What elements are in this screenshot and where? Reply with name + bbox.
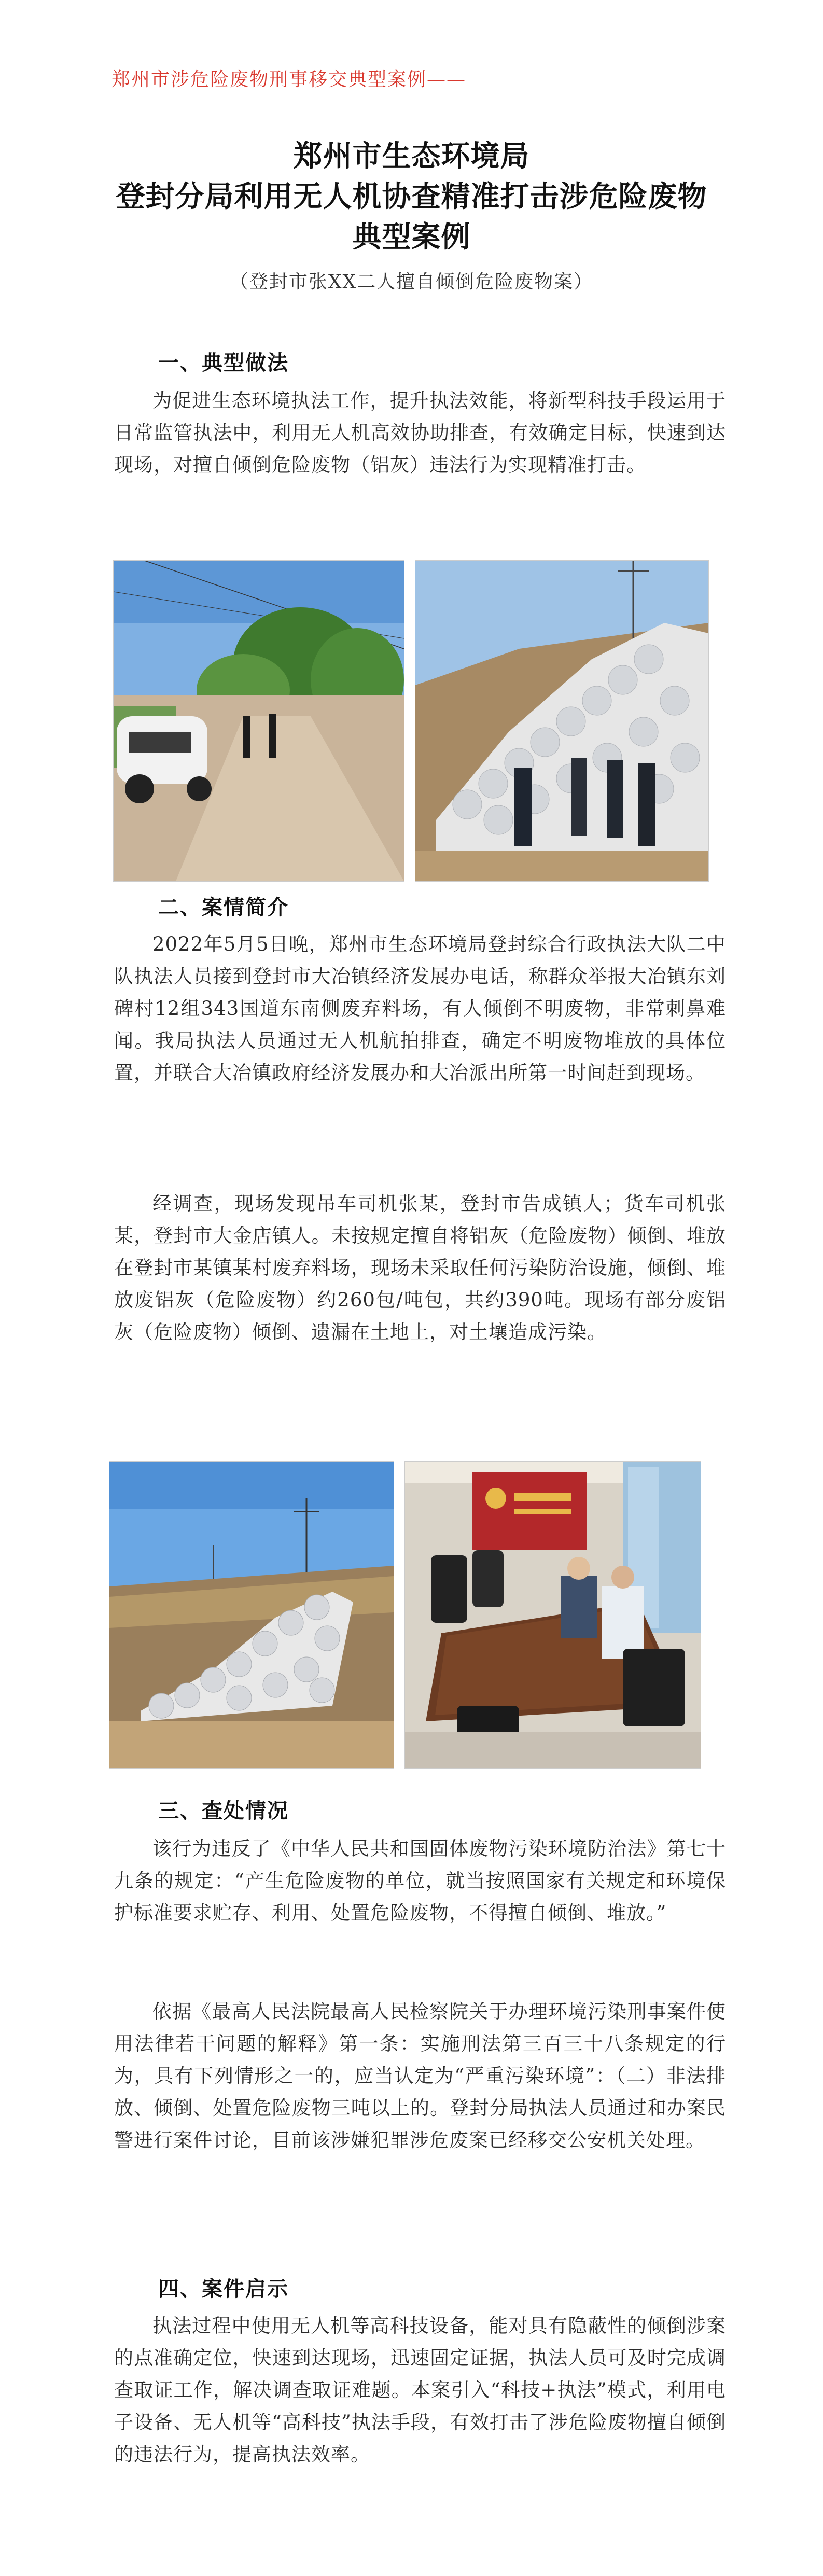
document-subtitle: （登封市张XX二人擅自倾倒危险废物案） xyxy=(229,271,594,293)
photo-patrol-car-road xyxy=(113,560,404,882)
section-heading-practice: 一、典型做法 xyxy=(158,351,289,375)
header-tag: 郑州市涉危险废物刑事移交典型案例—— xyxy=(111,69,467,90)
section-heading-handling: 三、查处情况 xyxy=(158,1799,289,1823)
section-paragraph: 依据《最高人民法院最高人民检察院关于办理环境污染刑事案件使用法律若干问题的解释》第一条：实施刑法第三百三十八条规定的行为，具有下列情形之一的，应当认定为“严重污染环境”：（二）非法排放、倾倒、处置危险废物三吨以上的。登封分局执法人员通过和办案民警进行案件讨论，目前该涉嫌犯罪涉危废案已经移交公安机关处理。 xyxy=(114,2000,726,2151)
title-line-2: 登封分局利用无人机协查精准打击涉危险废物 xyxy=(116,179,707,214)
section-heading-case-summary: 二、案情简介 xyxy=(158,895,289,920)
section-paragraph: 该行为违反了《中华人民共和国固体废物污染环境防治法》第七十九条的规定：“产生危险废物的单位，就当按照国家有关规定和环境保护标准要求贮存、利用、处置危险废物，不得擅自倾倒、堆放。” xyxy=(114,1837,726,1924)
photo-waste-bags-site xyxy=(415,560,709,882)
title-line-3: 典型案例 xyxy=(352,220,471,254)
section-paragraph: 为促进生态环境执法工作，提升执法效能，将新型科技手段运用于日常监管执法中，利用无人机高效协助排查，有效确定目标，快速到达现场，对擅自倾倒危险废物（铝灰）违法行为实现精准打击。 xyxy=(114,389,726,476)
section-paragraph: 执法过程中使用无人机等高科技设备，能对具有隐蔽性的倾倒涉案的点准确定位，快速到达现场，迅速固定证据，执法人员可及时完成调查取证工作，解决调查取证难题。本案引入“科技+执法”模式，利用电子设备、无人机等“高科技”执法手段，有效打击了涉危险废物擅自倾倒的违法行为，提高执法效率。 xyxy=(114,2315,726,2466)
photo-waste-bags-hillside xyxy=(109,1461,394,1769)
section-paragraph: 2022年5月5日晚，郑州市生态环境局登封综合行政执法大队二中队执法人员接到登封市大冶镇经济发展办电话，称群众举报大冶镇东刘碑村12组343国道东南侧废弃料场，有人倾倒不明废物，非常刺鼻难闻。我局执法人员通过无人机航拍排查，确定不明废物堆放的具体位置，并联合大冶镇政府经济发展办和大冶派出所第一时间赶到现场。 xyxy=(114,933,726,1084)
section-heading-lessons: 四、案件启示 xyxy=(158,2277,289,2301)
photo-case-meeting-room xyxy=(404,1461,701,1769)
section-paragraph: 经调查，现场发现吊车司机张某，登封市告成镇人；货车司机张某，登封市大金店镇人。未按规定擅自将铝灰（危险废物）倾倒、堆放在登封市某镇某村废弃料场，现场未采取任何污染防治设施，倾倒、堆放废铝灰（危险废物）约260包/吨包，共约390吨。现场有部分废铝灰（危险废物）倾倒、遗漏在土地上，对土壤造成污染。 xyxy=(114,1192,726,1343)
document-title xyxy=(0,136,823,257)
title-line-1: 郑州市生态环境局 xyxy=(293,139,530,173)
